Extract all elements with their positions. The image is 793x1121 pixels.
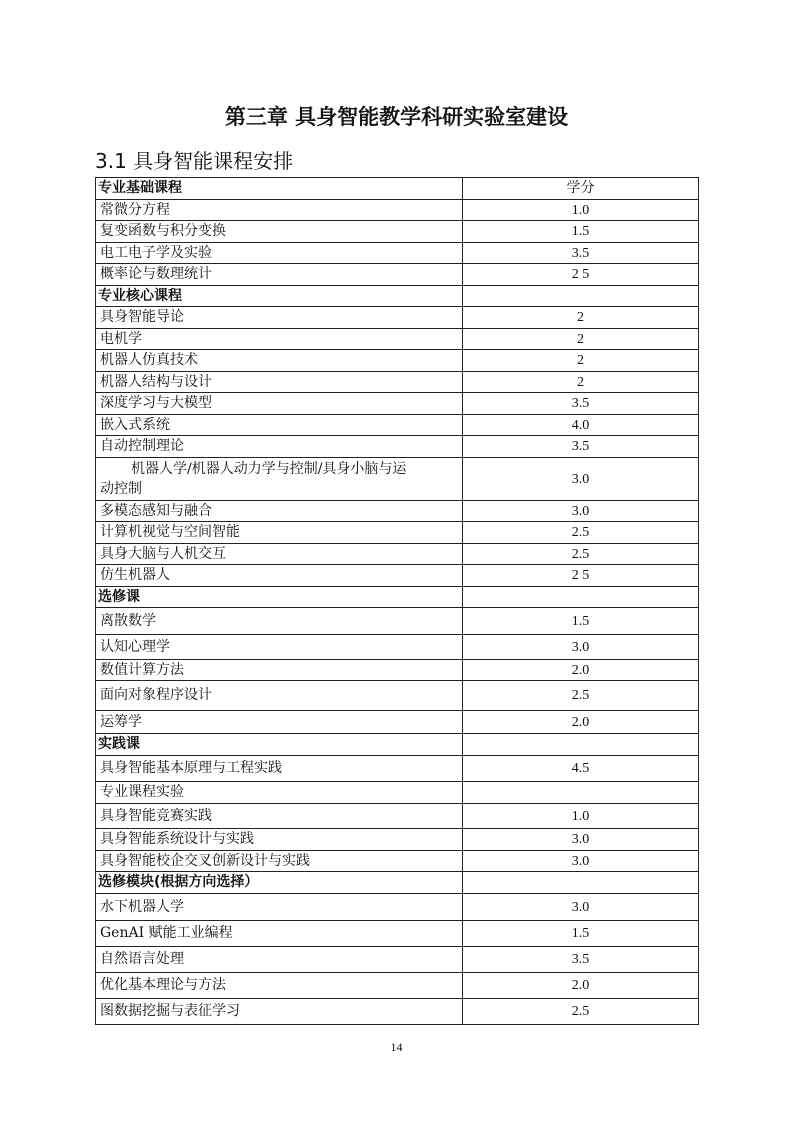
- course-credit: 3.0: [463, 635, 699, 660]
- course-row: [96, 756, 699, 782]
- course-name: 优化基本理论与方法: [96, 973, 463, 999]
- page-number: 14: [390, 1040, 403, 1054]
- course-credit: 2: [463, 307, 699, 329]
- category-row: [96, 734, 699, 756]
- course-credit: 1.0: [463, 804, 699, 829]
- course-name: [96, 458, 463, 501]
- course-name: 面向对象程序设计: [96, 681, 463, 711]
- course-name-line-2: 动控制: [100, 481, 142, 497]
- course-row: [96, 999, 699, 1025]
- course-name: 机器人结构与设计: [96, 372, 463, 393]
- course-name: GenAI 赋能工业编程: [96, 921, 463, 947]
- course-row: [96, 565, 699, 587]
- course-credit: 2.5: [463, 522, 699, 544]
- course-name: 电机学: [96, 329, 463, 350]
- course-row: [96, 436, 699, 458]
- course-credit: 4.5: [463, 756, 699, 782]
- course-row: [96, 804, 699, 829]
- chapter-title: 第三章 具身智能教学科研实验室建设: [224, 105, 569, 129]
- course-credit: 2 5: [463, 264, 699, 286]
- course-credit: 1.5: [463, 221, 699, 243]
- category-name: 选修课: [96, 587, 463, 608]
- course-name: 离散数学: [96, 608, 463, 635]
- category-row: [96, 587, 699, 608]
- course-row: [96, 921, 699, 947]
- course-credit: 3.0: [463, 894, 699, 921]
- course-row: [96, 973, 699, 999]
- course-name: 专业课程实验: [96, 782, 463, 804]
- course-row: [96, 221, 699, 243]
- course-credit: 2.5: [463, 681, 699, 711]
- course-row: [96, 894, 699, 921]
- course-row: [96, 608, 699, 635]
- course-credit: 2 5: [463, 565, 699, 587]
- course-row: [96, 415, 699, 436]
- course-credit: 3.5: [463, 947, 699, 973]
- course-credit: 3.0: [463, 458, 699, 501]
- course-name: 图数据挖掘与表征学习: [96, 999, 463, 1025]
- course-name: 具身智能系统设计与实践: [96, 829, 463, 851]
- course-credit: 2.5: [463, 544, 699, 565]
- course-row: [96, 458, 699, 501]
- course-credit: 2: [463, 350, 699, 372]
- course-row: [96, 635, 699, 660]
- course-name: 自动控制理论: [96, 436, 463, 458]
- course-credit: 3.5: [463, 243, 699, 264]
- course-row: [96, 264, 699, 286]
- course-row: [96, 522, 699, 544]
- course-name: 复变函数与积分变换: [96, 221, 463, 243]
- course-name: 机器人仿真技术: [96, 350, 463, 372]
- course-row: [96, 501, 699, 522]
- category-name: 专业基础课程: [96, 178, 463, 200]
- course-row: [96, 243, 699, 264]
- course-name: 仿生机器人: [96, 565, 463, 587]
- course-credit: 3.5: [463, 436, 699, 458]
- course-row: [96, 350, 699, 372]
- course-name: 认知心理学: [96, 635, 463, 660]
- course-name-line-1: 机器人学/机器人动力学与控制/具身小脑与运: [131, 461, 407, 477]
- course-name: 多模态感知与融合: [96, 501, 463, 522]
- course-credit: 2.0: [463, 660, 699, 681]
- course-name: 常微分方程: [96, 200, 463, 221]
- course-row: [96, 782, 699, 804]
- course-credit: 4.0: [463, 415, 699, 436]
- course-row: [96, 329, 699, 350]
- course-row: [96, 372, 699, 393]
- category-name: 实践课: [96, 734, 463, 756]
- course-name: 嵌入式系统: [96, 415, 463, 436]
- course-credit: 2.5: [463, 999, 699, 1025]
- course-row: [96, 851, 699, 872]
- course-credit: 2: [463, 372, 699, 393]
- course-credit: [463, 782, 699, 804]
- course-row: [96, 307, 699, 329]
- course-name: 电工电子学及实验: [96, 243, 463, 264]
- course-name: 计算机视觉与空间智能: [96, 522, 463, 544]
- category-name: 专业核心课程: [96, 286, 463, 307]
- category-name: 选修模块(根据方向选择）: [96, 872, 463, 894]
- course-row: [96, 544, 699, 565]
- course-credit: 3.0: [463, 829, 699, 851]
- course-row: [96, 200, 699, 221]
- course-credit: 3.0: [463, 851, 699, 872]
- course-credit: 2: [463, 329, 699, 350]
- course-row: [96, 660, 699, 681]
- course-credit: 1.0: [463, 200, 699, 221]
- course-name: 具身智能导论: [96, 307, 463, 329]
- category-row: [96, 178, 699, 200]
- category-row: [96, 872, 699, 894]
- course-name: 自然语言处理: [96, 947, 463, 973]
- course-credit: 3.0: [463, 501, 699, 522]
- course-name: 运筹学: [96, 711, 463, 734]
- course-name: 数值计算方法: [96, 660, 463, 681]
- course-credit: 2.0: [463, 711, 699, 734]
- course-credit: 3.5: [463, 393, 699, 415]
- course-name: 深度学习与大模型: [96, 393, 463, 415]
- course-row: [96, 681, 699, 711]
- course-name: 具身智能竞赛实践: [96, 804, 463, 829]
- course-credit: 1.5: [463, 921, 699, 947]
- course-name: 水下机器人学: [96, 894, 463, 921]
- course-row: [96, 711, 699, 734]
- course-credit: 1.5: [463, 608, 699, 635]
- course-name: 具身智能基本原理与工程实践: [96, 756, 463, 782]
- course-table: [95, 177, 699, 1025]
- credit-header: 学分: [463, 178, 699, 200]
- section-title: 3.1 具身智能课程安排: [95, 149, 294, 173]
- category-row: [96, 286, 699, 307]
- course-row: [96, 829, 699, 851]
- course-row: [96, 947, 699, 973]
- course-name: 概率论与数理统计: [96, 264, 463, 286]
- course-row: [96, 393, 699, 415]
- course-name: 具身大脑与人机交互: [96, 544, 463, 565]
- course-credit: 2.0: [463, 973, 699, 999]
- course-name: 具身智能校企交叉创新设计与实践: [96, 851, 463, 872]
